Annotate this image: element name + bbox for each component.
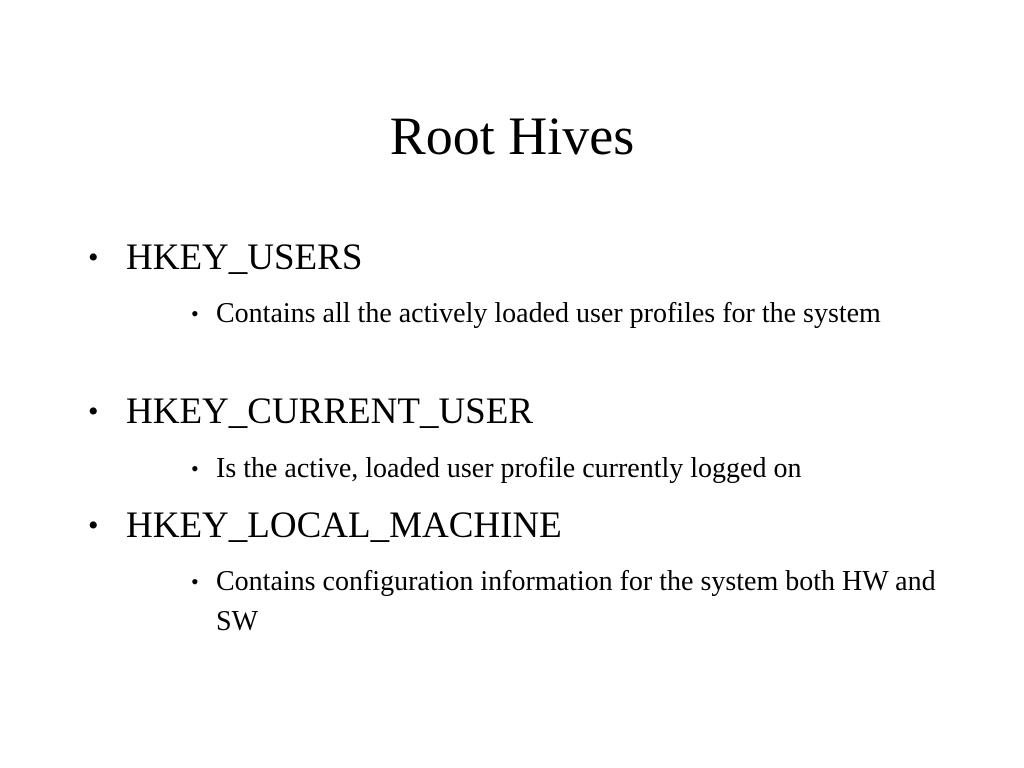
sub-bullet-icon: • (191, 301, 199, 326)
sub-bullet-text: Contains all the actively loaded user profiles for the system (216, 298, 881, 329)
bullet-icon: • (88, 395, 99, 428)
sub-bullet-icon: • (191, 569, 199, 594)
slide-title: Root Hives (389, 106, 635, 166)
bullet-icon: • (88, 241, 99, 274)
bullet-label: HKEY_CURRENT_USER (126, 391, 534, 432)
sub-bullet-text: Contains configuration information for the system both HW and SW (216, 566, 936, 637)
sub-bullet-icon: • (191, 456, 199, 481)
bullet-label: HKEY_USERS (126, 237, 363, 278)
sub-bullet-text: Is the active, loaded user profile currently logged on (216, 453, 802, 484)
bullet-label: HKEY_LOCAL_MACHINE (126, 505, 562, 546)
bullet-icon: • (88, 509, 99, 542)
